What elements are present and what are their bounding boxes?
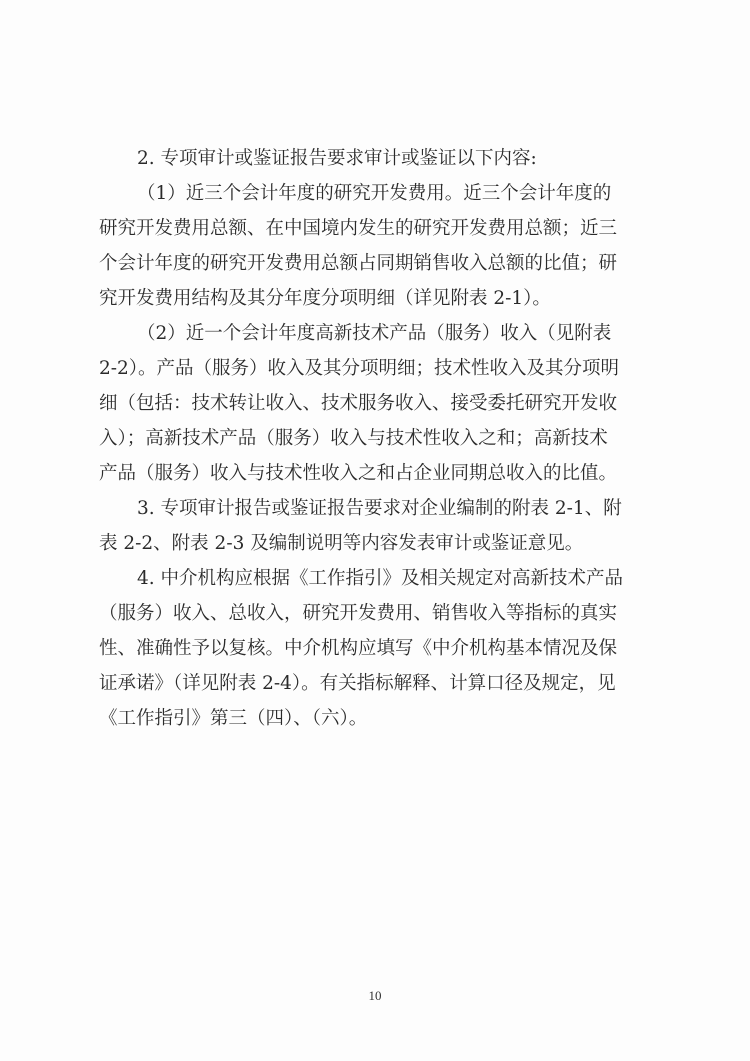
item-2-2-paragraph-line: 入）；高新技术产品（服务）收入与技术性收入之和；高新技术	[99, 428, 608, 449]
item-4-paragraph-line: 《工作指引》第三（四）、（六）。	[99, 708, 368, 729]
item-2-heading: 2. 专项审计或鉴证报告要求审计或鉴证以下内容:	[137, 148, 537, 169]
item-2-2-paragraph-line: 细（包括：技术转让收入、技术服务收入、接受委托研究开发收	[99, 393, 618, 414]
item-2-1-paragraph-line: 个会计年度的研究开发费用总额占同期销售收入总额的比值；研	[99, 253, 618, 274]
item-2-2-paragraph-line: 产品（服务）收入与技术性收入之和占企业同期总收入的比值。	[99, 463, 618, 484]
item-2-1-paragraph-line: 究开发费用结构及其分年度分项明细（详见附表 2-1）。	[99, 288, 551, 309]
item-2-1-paragraph-line: （1）近三个会计年度的研究开发费用。近三个会计年度的	[137, 183, 612, 204]
item-4-paragraph-line: （服务）收入、总收入，研究开发费用、销售收入等指标的真实	[99, 603, 618, 624]
item-3-paragraph-line: 表 2-2、附表 2-3 及编制说明等内容发表审计或鉴证意见。	[99, 533, 584, 554]
item-2-1-paragraph-line: 研究开发费用总额、在中国境内发生的研究开发费用总额；近三	[99, 218, 618, 239]
item-2-2-paragraph-line: （2）近一个会计年度高新技术产品（服务）收入（见附表	[137, 323, 612, 344]
item-4-paragraph-line: 证承诺》（详见附表 2-4）。有关指标解释、计算口径及规定，见	[99, 673, 616, 694]
item-4-paragraph-line: 4. 中介机构应根据《工作指引》及相关规定对高新技术产品	[137, 568, 624, 589]
item-4-paragraph-line: 性、准确性予以复核。中介机构应填写《中介机构基本情况及保	[99, 638, 618, 659]
page-number: 10	[368, 988, 382, 1003]
item-3-paragraph-line: 3. 专项审计报告或鉴证报告要求对企业编制的附表 2-1、附	[137, 498, 622, 519]
item-2-2-paragraph-line: 2-2）。产品（服务）收入及其分项明细；技术性收入及其分项明	[99, 358, 620, 379]
document-body	[99, 141, 652, 736]
